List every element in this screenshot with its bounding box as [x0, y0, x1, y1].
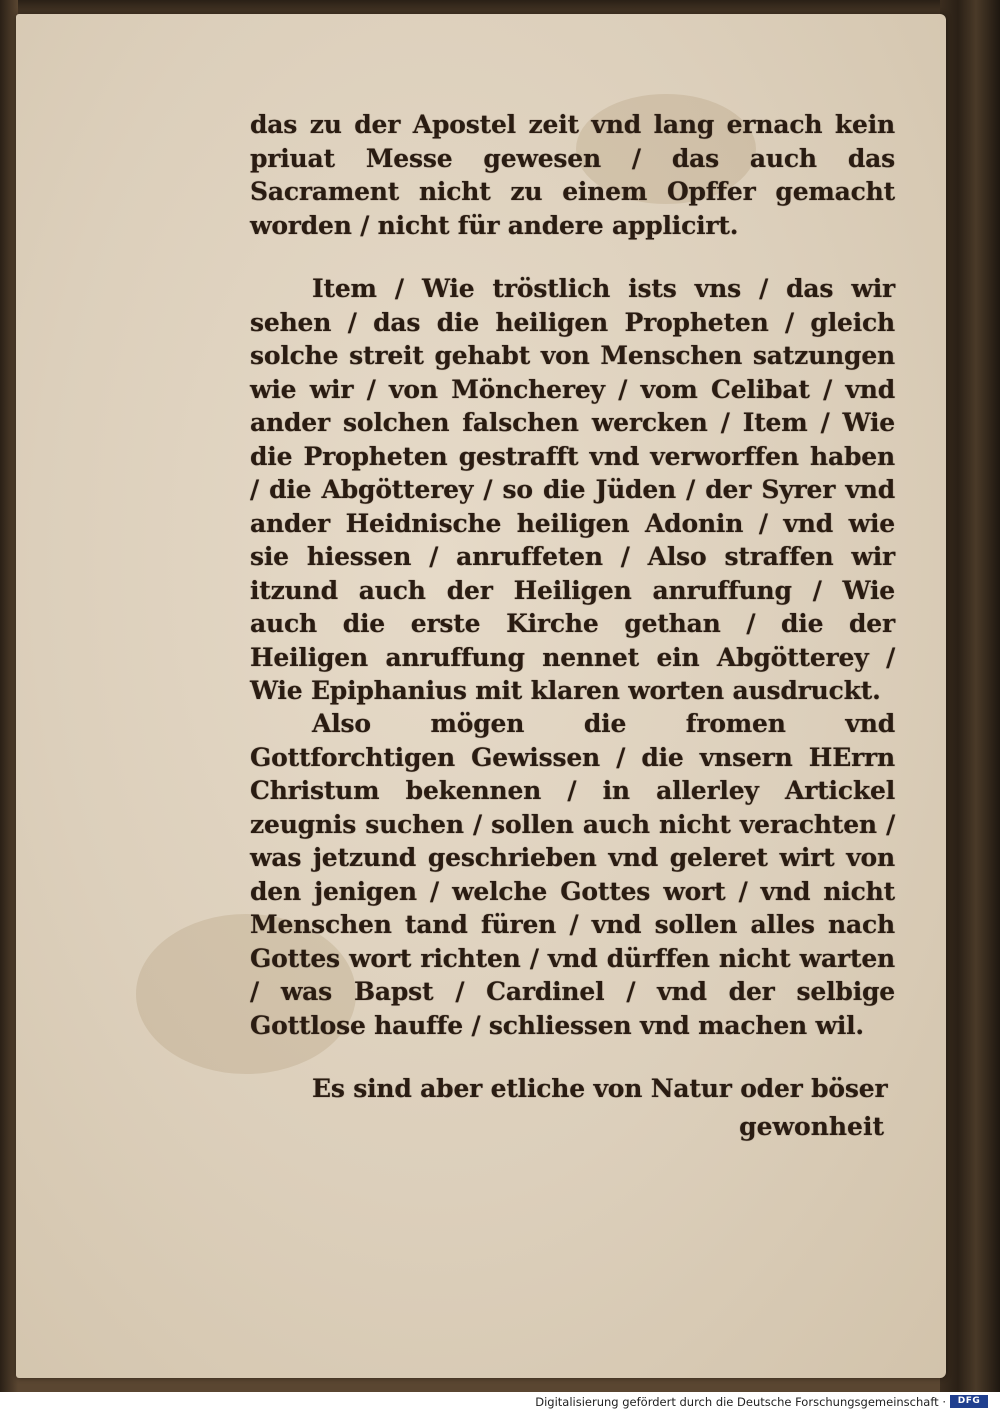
paragraph-text: Also mögen die fromen vnd Gottforchtigen Gewissen / die vnsern HErrn Christum bekennen / in allerley Artickel zeugnis suchen / sollen auch nicht verachten / was jetzund geschrieben vnd geleret wirt von den jenigen / welche Gottes wort / vnd nicht Menschen tand füren / vnd sollen alles nach Gottes wort richten / vnd dürffen nicht warten / was Bapst / Cardinel / vnd der selbige Gottlose hauffe / schliessen vnd machen wil. [250, 709, 895, 1040]
catchword: gewonheit [739, 1112, 884, 1141]
funding-credit: Digitalisierung gefördert durch die Deutsche Forschungsgemeinschaft · [535, 1395, 946, 1409]
paragraph-2 [250, 272, 895, 708]
paragraph-text: Es sind aber etliche von Natur oder böser [312, 1074, 888, 1103]
paragraph-1 [250, 108, 895, 242]
paragraph-4 [250, 1072, 895, 1106]
footer-bar [0, 1392, 1000, 1412]
scan-border-right [940, 0, 1000, 1392]
paragraph-3 [250, 707, 895, 1042]
paragraph-text: Item / Wie tröstlich ists vns / das wir sehen / das die heiligen Propheten / gleich solche streit gehabt von Menschen satzungen wie wir / von Möncherey / vom Celibat / vnd ander solchen falschen wercken / Item / Wie die Propheten gestrafft vnd verworffen haben / die Abgötterey / so die Jüden / der Syrer vnd ander Heidnische heiligen Adonin / vnd wie sie hiessen / anruffeten / Also straffen wir itzund auch der Heiligen anruffung / Wie auch die erste Kirche gethan / die der Heiligen anruffung nennet ein Abgötterey / Wie Epiphanius mit klaren worten ausdruckt. [250, 274, 895, 705]
paragraph-text: das zu der Apostel zeit vnd lang ernach kein priuat Messe gewesen / das auch das Sacrament nicht zu einem Opffer gemacht worden / nicht für andere applicirt. [250, 110, 895, 240]
dfg-logo-icon: DFG [950, 1395, 988, 1408]
